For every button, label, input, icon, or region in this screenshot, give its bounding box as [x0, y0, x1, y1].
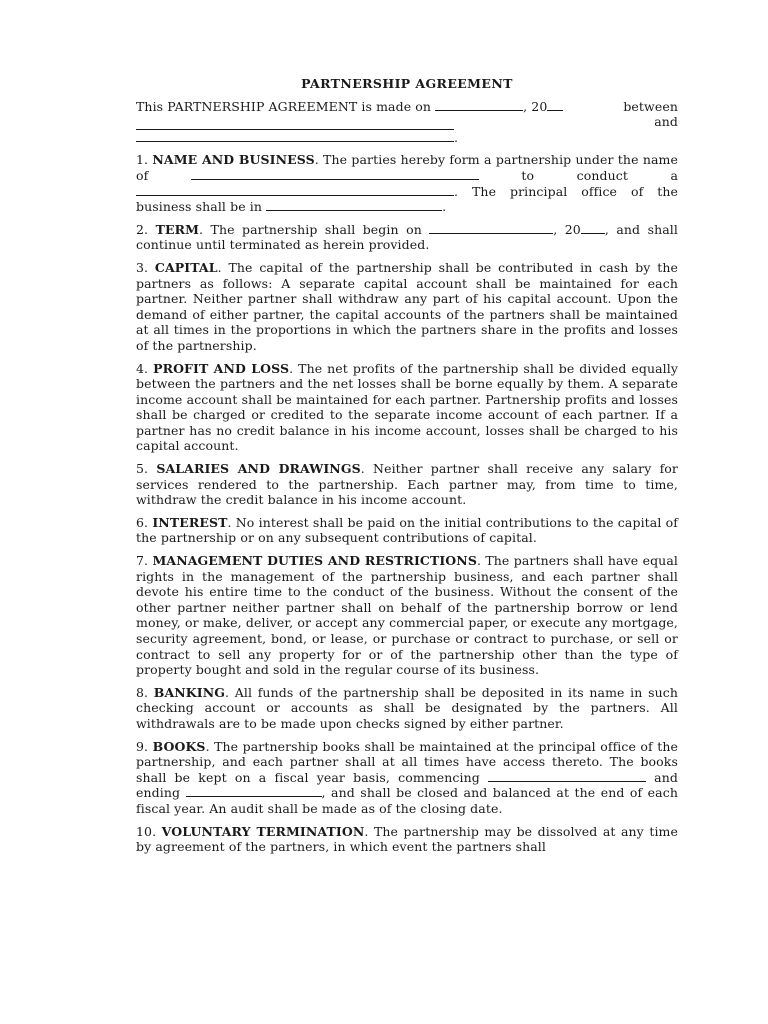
begin-year-blank[interactable] [581, 222, 605, 234]
clause-heading: BOOKS [152, 738, 206, 754]
intro-end-text: . [454, 129, 459, 145]
clause-text: , 20 [553, 221, 581, 237]
clause-number: 10. [136, 823, 157, 839]
clause-text: . The partnership shall begin on [199, 221, 430, 237]
intro-between-text: between [623, 98, 678, 114]
clause-text: . The partners shall have equal rights in the management of the partnership business, and each partner shall devote his entire time to the conduct of the business. Without the consent of the other partner neither partner shall on behalf of the partnership borrow or lend money, or make, deliver, or accept any commercial paper, or execute any mortgage, security agreement, bond, or lease, or purchase or contract to purchase, or sell or contract to sell any property for or of the partnership other than the type of property bought and sold in the regular course of its business. [136, 553, 678, 678]
clause-text: . The partnership books shall be maintained at the principal office of the partnership, and each partner shall at all times have access thereto. The books shall be kept on a fiscal year basis, commencing [136, 738, 678, 785]
clause-heading: SALARIES AND DRAWINGS [156, 461, 361, 477]
clause-voluntary-termination [136, 824, 678, 855]
clause-name-and-business [136, 152, 678, 214]
clause-number: 1. [136, 152, 149, 168]
clause-text: to conduct a [478, 167, 678, 183]
clause-heading: BANKING [153, 684, 225, 700]
clause-banking [136, 685, 678, 732]
clause-text: . All funds of the partnership shall be deposited in its name in such checking account or accounts as shall be designated by the partners. All withdrawals are to be made upon checks signed by either partner. [136, 684, 678, 731]
date-blank[interactable] [435, 99, 523, 111]
business-purpose-blank[interactable] [136, 184, 454, 196]
clause-text: . Neither partner shall receive any salary for services rendered to the partnership. Each partner may, from time to time, withdraw the credit balance in his income account. [136, 461, 678, 508]
intro-line-1 [136, 99, 678, 115]
year-blank[interactable] [547, 99, 563, 111]
clause-management-duties [136, 553, 678, 678]
clause-text: . The parties hereby form a partnership under the name of [136, 152, 678, 183]
clause-text: , and shall be closed and balanced at the end of each fiscal year. An audit shall be made as of the closing date. [136, 785, 678, 816]
intro-paragraph [136, 99, 678, 146]
clause-heading: MANAGEMENT DUTIES AND RESTRICTIONS [152, 553, 477, 569]
intro-line-3 [136, 130, 678, 146]
clause-salaries-and-drawings [136, 461, 678, 508]
clause-heading: PROFIT AND LOSS [153, 360, 290, 376]
clause-number: 7. [136, 553, 149, 569]
clause-number: 6. [136, 514, 149, 530]
party-1-blank[interactable] [136, 118, 454, 130]
document-title: PARTNERSHIP AGREEMENT [301, 76, 513, 91]
fiscal-start-blank[interactable] [488, 770, 646, 782]
begin-date-blank[interactable] [429, 222, 553, 234]
clause-number: 5. [136, 461, 149, 477]
party-2-blank[interactable] [136, 130, 454, 142]
clause-profit-and-loss [136, 361, 678, 455]
clause-text: . [442, 199, 447, 215]
clause-heading: VOLUNTARY TERMINATION [161, 823, 365, 839]
principal-office-blank[interactable] [266, 199, 442, 211]
intro-line-1-content [136, 99, 563, 115]
clause-text: . No interest shall be paid on the initial contributions to the capital of the partnership or on any subsequent contributions of capital. [136, 514, 678, 546]
clause-number: 8. [136, 684, 149, 700]
clause-text: and ending [136, 769, 678, 801]
clause-text: . The principal office of the business shall be in [136, 183, 678, 215]
clause-capital [136, 260, 678, 354]
clause-term [136, 222, 678, 253]
intro-text: This PARTNERSHIP AGREEMENT is made on [136, 98, 436, 114]
clause-heading: CAPITAL [154, 259, 218, 275]
clause-interest [136, 515, 678, 546]
fiscal-end-blank[interactable] [186, 785, 322, 797]
agreement-page [136, 76, 678, 862]
intro-and-text: and [654, 114, 678, 130]
partnership-name-blank[interactable] [191, 168, 479, 180]
clause-heading: NAME AND BUSINESS [152, 152, 315, 168]
clause-heading: TERM [155, 221, 200, 237]
clause-text: . The partnership may be dissolved at any time by agreement of the partners, in which event the partners shall [136, 823, 678, 855]
clause-text: . The net profits of the partnership shall be divided equally between the partners and the net losses shall be borne equally by them. A separate income account shall be maintained for each partner. Partnership profits and losses shall be charged or credited to the separate income account of each partner. If a partner has no credit balance in his income account, losses shall be charged to his capital account. [136, 360, 679, 454]
intro-year-text: , 20 [523, 98, 548, 114]
intro-line-2 [136, 114, 678, 130]
clause-books [136, 739, 678, 817]
clause-text: . The capital of the partnership shall be contributed in cash by the partners as follows: A separate capital account shall be maintained for each partner. Neither partner shall withdraw any part of his capital account. Upon the demand of either partner, the capital accounts of the partners shall be maintained at all times in the proportions in which the partners share in the profits and losses of the partnership. [136, 259, 678, 353]
clause-number: 4. [136, 360, 149, 376]
clause-number: 9. [136, 738, 149, 754]
clause-number: 3. [136, 259, 149, 275]
clause-number: 2. [136, 221, 149, 237]
clause-heading: INTEREST [152, 514, 228, 530]
clause-text: , and shall continue until terminated as herein provided. [136, 221, 678, 253]
